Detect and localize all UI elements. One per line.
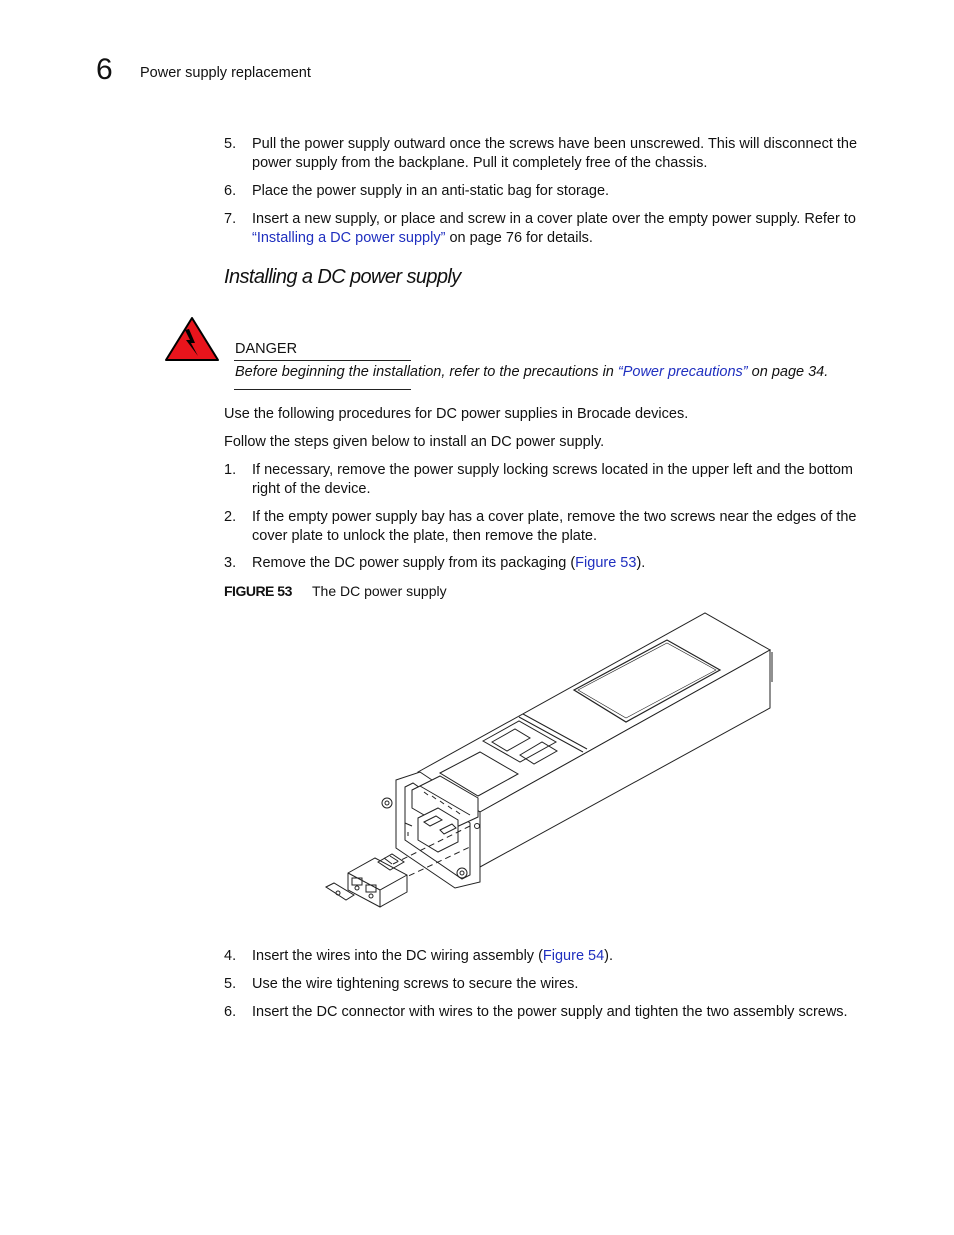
danger-rule-bottom: [234, 389, 411, 390]
step-text: Insert the wires into the DC wiring assembly (: [252, 948, 543, 964]
step-text: If necessary, remove the power supply locking screws located in the upper left and the bottom right of the device.: [252, 462, 853, 497]
danger-text-before: Before beginning the installation, refer to the precautions in: [235, 364, 618, 380]
installing-dc-link[interactable]: “Installing a DC power supply”: [252, 230, 446, 246]
step-number: 4.: [224, 948, 237, 964]
section-title: Installing a DC power supply: [224, 266, 461, 288]
list-item: [224, 508, 874, 546]
step-text: Insert a new supply, or place and screw in a cover plate over the empty power supply. Refer to: [252, 211, 856, 227]
danger-text-after: on page 34.: [747, 364, 829, 380]
list-item: [224, 461, 874, 499]
danger-label: DANGER: [235, 341, 298, 357]
list-item: [224, 135, 874, 173]
step-number: 6.: [224, 183, 237, 199]
figure-54-link[interactable]: Figure 54: [542, 948, 605, 964]
step-number: 6.: [224, 1004, 237, 1020]
figure-label: FIGURE 53: [224, 583, 292, 599]
step-number: 5.: [224, 136, 237, 152]
list-item: [224, 1003, 874, 1022]
step-text: Use the wire tightening screws to secure the wires.: [252, 976, 579, 992]
figure-caption: The DC power supply: [312, 583, 447, 599]
step-text: If the empty power supply bay has a cover plate, remove the two screws near the edges of the cover plate to unlock the plate, then remove the plate.: [252, 509, 857, 544]
list-item: [224, 210, 874, 248]
step-number: 7.: [224, 211, 237, 227]
step-text-after: ).: [604, 948, 614, 964]
step-text: Place the power supply in an anti-static bag for storage.: [252, 183, 610, 199]
step-text-after: on page 76 for details.: [445, 230, 593, 246]
step-number: 1.: [224, 462, 237, 478]
list-item: [224, 975, 874, 994]
intro-paragraph: Follow the steps given below to install an DC power supply.: [224, 434, 605, 450]
step-number: 5.: [224, 976, 237, 992]
step-number: 2.: [224, 509, 237, 525]
danger-lightning-icon: [164, 316, 220, 362]
list-item: [224, 554, 874, 573]
list-item: [224, 182, 874, 201]
intro-paragraph: Use the following procedures for DC power supplies in Brocade devices.: [224, 406, 689, 422]
danger-rule-top: [234, 360, 411, 361]
running-header: Power supply replacement: [140, 65, 311, 81]
step-text-after: ).: [636, 555, 646, 571]
dc-power-supply-illustration: [320, 610, 775, 910]
figure-53-link[interactable]: Figure 53: [575, 555, 637, 571]
danger-text: [235, 364, 828, 380]
step-text: Remove the DC power supply from its packaging (: [252, 555, 576, 571]
step-number: 3.: [224, 555, 237, 571]
power-precautions-link[interactable]: “Power precautions”: [617, 364, 748, 380]
step-text: Pull the power supply outward once the screws have been unscrewed. This will disconnect the power supply from the backplane. Pull it completely free of the chassis.: [252, 136, 858, 171]
step-text: Insert the DC connector with wires to the power supply and tighten the two assembly screws.: [252, 1004, 848, 1020]
list-item: [224, 947, 874, 966]
chapter-number: 6: [96, 53, 113, 86]
